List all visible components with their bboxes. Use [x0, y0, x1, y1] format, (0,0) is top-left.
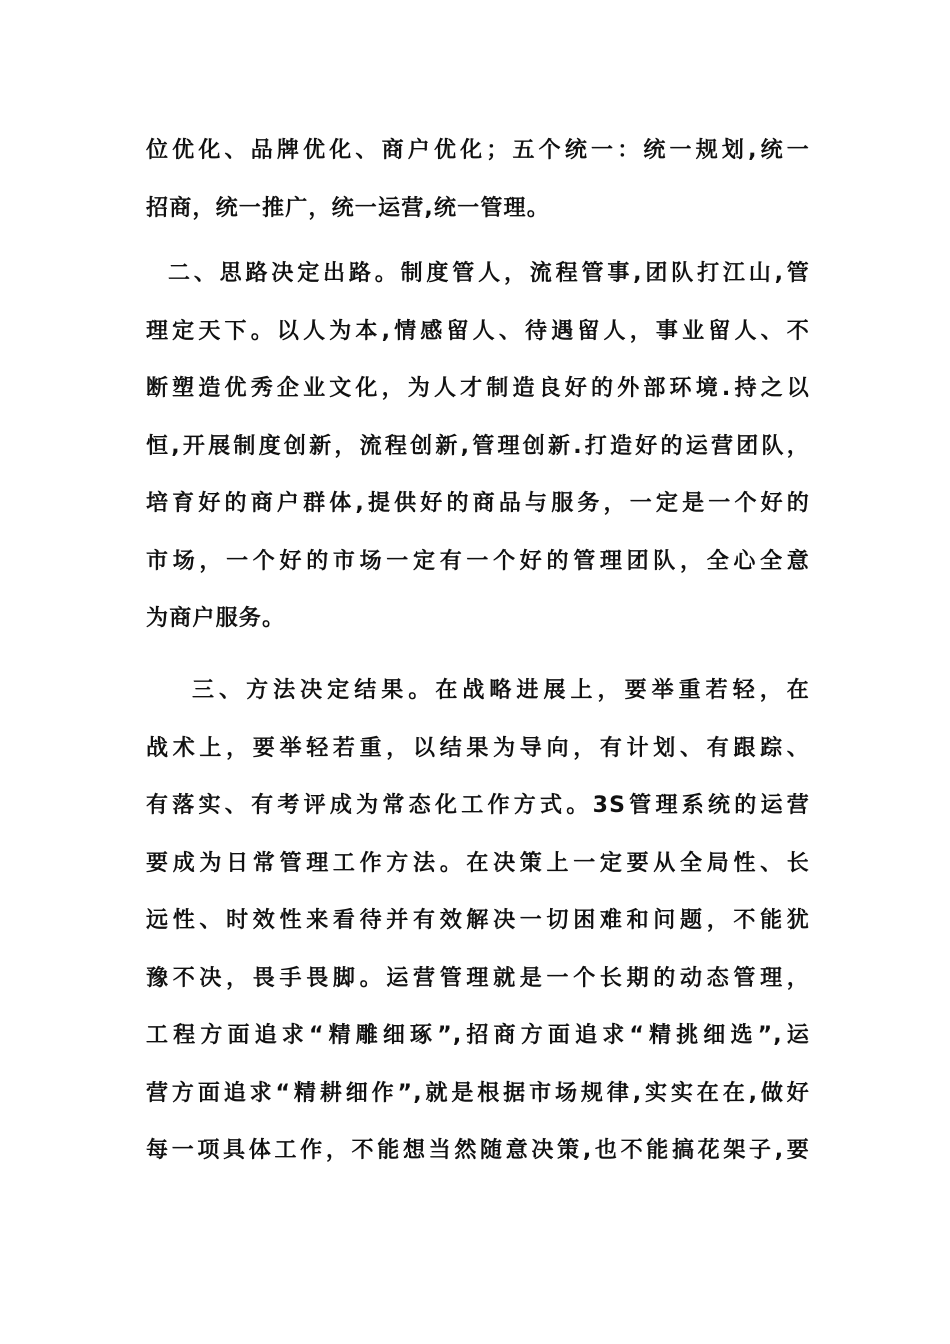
- text-line: 远性、时效性来看待并有效解决一切困难和问题，不能犹: [146, 908, 810, 933]
- text-line: 招商，统一推广，统一运营,统一管理。: [146, 196, 550, 221]
- text-line: 战术上，要举轻若重，以结果为导向，有计划、有跟踪、: [146, 736, 810, 761]
- text-line: 要成为日常管理工作方法。在决策上一定要从全局性、长: [146, 851, 810, 876]
- text-line: 位优化、品牌优化、商户优化；五个统一：统一规划,统一: [146, 138, 810, 163]
- text-line: 断塑造优秀企业文化，为人才制造良好的外部环境.持之以: [146, 376, 810, 401]
- text-line: 培育好的商户群体,提供好的商品与服务，一定是一个好的: [146, 491, 810, 516]
- text-line: 恒,开展制度创新，流程创新,管理创新.打造好的运营团队，: [146, 434, 810, 459]
- paragraph-3-first-line: 三、方法决定结果。在战略进展上，要举重若轻，在: [192, 678, 810, 703]
- text-line: 理定天下。以人为本,情感留人、待遇留人，事业留人、不: [146, 319, 810, 344]
- text-line: 营方面追求“精耕细作”,就是根据市场规律,实实在在,做好: [146, 1081, 810, 1106]
- text-line: 每一项具体工作，不能想当然随意决策,也不能搞花架子,要: [146, 1138, 810, 1163]
- text-line: 豫不决，畏手畏脚。运营管理就是一个长期的动态管理，: [146, 966, 810, 991]
- text-line: 市场，一个好的市场一定有一个好的管理团队，全心全意: [146, 549, 810, 574]
- text-line: 为商户服务。: [146, 606, 286, 631]
- text-line: 有落实、有考评成为常态化工作方式。3S管理系统的运营: [146, 793, 810, 818]
- text-line: 工程方面追求“精雕细琢”,招商方面追求“精挑细选”,运: [146, 1023, 810, 1048]
- paragraph-2-first-line: 二、思路决定出路。制度管人，流程管事,团队打江山,管: [168, 261, 810, 286]
